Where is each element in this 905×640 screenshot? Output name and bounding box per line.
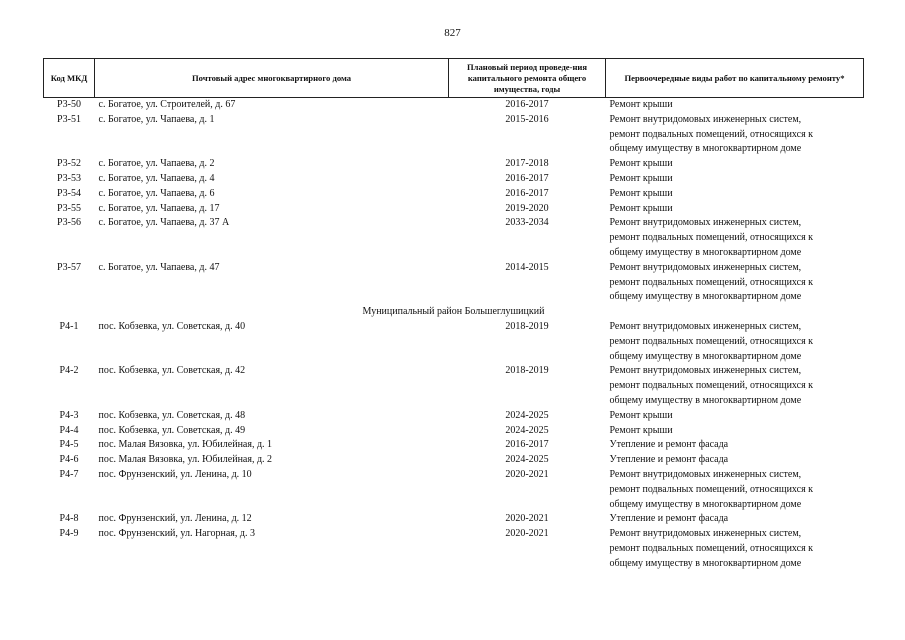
works-line: Ремонт внутридомовых инженерных систем,	[609, 528, 802, 540]
cell-works	[606, 187, 864, 202]
works-line: Утепление и ремонт фасада	[609, 513, 729, 525]
works-line: Ремонт внутридомовых инженерных систем,	[609, 468, 802, 480]
cell-works	[606, 320, 864, 364]
cell-code: Р3-57	[57, 261, 81, 273]
cell-address: пос. Фрунзенский, ул. Ленина, д. 10	[98, 468, 252, 480]
table-row	[44, 113, 864, 157]
section-title: Муниципальный район Большеглушицкий	[362, 306, 545, 318]
cell-code: Р3-55	[57, 202, 81, 214]
works-line: Ремонт крыши	[609, 187, 673, 199]
table-row	[44, 320, 864, 364]
cell-address: пос. Кобзевка, ул. Советская, д. 49	[98, 424, 246, 436]
table-row	[44, 172, 864, 187]
table-row	[44, 157, 864, 172]
cell-works	[606, 172, 864, 187]
cell-period: 2018-2019	[505, 320, 549, 332]
cell-period: 2024-2025	[505, 409, 549, 421]
cell-address: пос. Кобзевка, ул. Советская, д. 40	[98, 320, 246, 332]
works-line: общему имуществу в многоквартирном доме	[609, 394, 802, 406]
cell-works	[606, 512, 864, 527]
table-row	[44, 453, 864, 468]
cell-code: Р3-56	[57, 217, 81, 229]
cell-period: 2016-2017	[505, 439, 549, 451]
header-code: Код МКД	[44, 59, 95, 98]
cell-period: 2024-2025	[505, 424, 549, 436]
cell-address: пос. Фрунзенский, ул. Ленина, д. 12	[98, 513, 252, 525]
works-line: Утепление и ремонт фасада	[609, 439, 729, 451]
repair-schedule-table	[43, 58, 864, 572]
cell-works	[606, 364, 864, 408]
cell-period: 2019-2020	[505, 202, 549, 214]
table-row	[44, 202, 864, 217]
cell-address: пос. Кобзевка, ул. Советская, д. 48	[98, 409, 246, 421]
works-line: Ремонт крыши	[609, 409, 673, 421]
cell-address: с. Богатое, ул. Строителей, д. 67	[98, 99, 236, 110]
works-line: Ремонт внутридомовых инженерных систем,	[609, 113, 802, 125]
works-line: ремонт подвальных помещений, относящихся к	[609, 128, 814, 140]
cell-period: 2020-2021	[505, 468, 549, 480]
works-line: общему имуществу в многоквартирном доме	[609, 143, 802, 155]
cell-works	[606, 157, 864, 172]
table-row	[44, 364, 864, 408]
cell-code: Р4-2	[59, 365, 79, 377]
works-line: ремонт подвальных помещений, относящихся к	[609, 232, 814, 244]
header-period: Плановый период проведе-ния капитального ремонта общего имущества, годы	[449, 59, 606, 98]
table-row	[44, 261, 864, 305]
cell-works	[606, 113, 864, 157]
table-header-row	[44, 59, 864, 98]
works-line: ремонт подвальных помещений, относящихся к	[609, 335, 814, 347]
table-row	[44, 468, 864, 512]
works-line: Ремонт крыши	[609, 202, 673, 214]
cell-works	[606, 527, 864, 571]
cell-address: с. Богатое, ул. Чапаева, д. 47	[98, 261, 220, 273]
works-line: общему имуществу в многоквартирном доме	[609, 246, 802, 258]
table-row	[44, 424, 864, 439]
works-line: Ремонт крыши	[609, 424, 673, 436]
cell-code: Р4-4	[59, 424, 79, 436]
header-address: Почтовый адрес многоквартирного дома	[95, 59, 449, 98]
cell-period: 2016-2017	[505, 187, 549, 199]
table-row	[44, 216, 864, 260]
cell-address: с. Богатое, ул. Чапаева, д. 17	[98, 202, 220, 214]
works-line: ремонт подвальных помещений, относящихся к	[609, 380, 814, 392]
works-line: Ремонт внутридомовых инженерных систем,	[609, 217, 802, 229]
table-row	[44, 98, 864, 113]
cell-code: Р4-9	[59, 528, 79, 540]
table-row	[44, 409, 864, 424]
cell-period: 2020-2021	[505, 513, 549, 525]
cell-code: Р3-54	[57, 187, 81, 199]
works-line: общему имуществу в многоквартирном доме	[609, 291, 802, 303]
table-row	[44, 512, 864, 527]
cell-address: с. Богатое, ул. Чапаева, д. 6	[98, 187, 215, 199]
cell-address: с. Богатое, ул. Чапаева, д. 2	[98, 158, 215, 170]
cell-works	[606, 216, 864, 260]
cell-works	[606, 438, 864, 453]
cell-code: Р3-52	[57, 158, 81, 170]
works-line: Ремонт крыши	[609, 172, 673, 184]
cell-period: 2014-2015	[505, 261, 549, 273]
works-line: Ремонт внутридомовых инженерных систем,	[609, 320, 802, 332]
cell-code: Р4-3	[59, 409, 79, 421]
cell-code: Р3-50	[57, 99, 81, 110]
cell-address: пос. Фрунзенский, ул. Нагорная, д. 3	[98, 528, 255, 540]
page-number: 827	[444, 27, 461, 39]
cell-works	[606, 98, 864, 113]
table-row	[44, 527, 864, 571]
cell-period: 2033-2034	[505, 217, 549, 229]
section-row	[44, 305, 864, 320]
cell-code: Р3-51	[57, 113, 81, 125]
works-line: Ремонт крыши	[609, 99, 673, 110]
works-line: общему имуществу в многоквартирном доме	[609, 557, 802, 569]
header-works: Первоочередные виды работ по капитальному ремонту*	[606, 59, 864, 98]
table-row	[44, 438, 864, 453]
cell-works	[606, 424, 864, 439]
table-row	[44, 187, 864, 202]
cell-code: Р4-5	[59, 439, 79, 451]
cell-works	[606, 409, 864, 424]
works-line: ремонт подвальных помещений, относящихся к	[609, 542, 814, 554]
cell-code: Р4-8	[59, 513, 79, 525]
works-line: ремонт подвальных помещений, относящихся к	[609, 276, 814, 288]
cell-period: 2016-2017	[505, 172, 549, 184]
cell-period: 2016-2017	[505, 99, 549, 110]
works-line: общему имуществу в многоквартирном доме	[609, 498, 802, 510]
cell-code: Р4-6	[59, 454, 79, 466]
cell-period: 2015-2016	[505, 113, 549, 125]
cell-period: 2018-2019	[505, 365, 549, 377]
cell-address: пос. Кобзевка, ул. Советская, д. 42	[98, 365, 246, 377]
cell-address: с. Богатое, ул. Чапаева, д. 4	[98, 172, 215, 184]
cell-code: Р4-1	[59, 320, 79, 332]
cell-address: с. Богатое, ул. Чапаева, д. 1	[98, 113, 215, 125]
cell-code: Р4-7	[59, 468, 79, 480]
cell-works	[606, 202, 864, 217]
cell-period: 2017-2018	[505, 158, 549, 170]
works-line: общему имуществу в многоквартирном доме	[609, 350, 802, 362]
works-line: Ремонт крыши	[609, 158, 673, 170]
works-line: ремонт подвальных помещений, относящихся к	[609, 483, 814, 495]
cell-works	[606, 468, 864, 512]
table-body	[44, 98, 864, 572]
cell-address: пос. Малая Вязовка, ул. Юбилейная, д. 2	[98, 454, 273, 466]
cell-code: Р3-53	[57, 172, 81, 184]
cell-period: 2024-2025	[505, 454, 549, 466]
works-line: Ремонт внутридомовых инженерных систем,	[609, 261, 802, 273]
works-line: Ремонт внутридомовых инженерных систем,	[609, 365, 802, 377]
cell-address: с. Богатое, ул. Чапаева, д. 37 А	[98, 217, 230, 229]
cell-period: 2020-2021	[505, 528, 549, 540]
cell-works	[606, 261, 864, 305]
works-line: Утепление и ремонт фасада	[609, 454, 729, 466]
cell-works	[606, 453, 864, 468]
cell-address: пос. Малая Вязовка, ул. Юбилейная, д. 1	[98, 439, 273, 451]
